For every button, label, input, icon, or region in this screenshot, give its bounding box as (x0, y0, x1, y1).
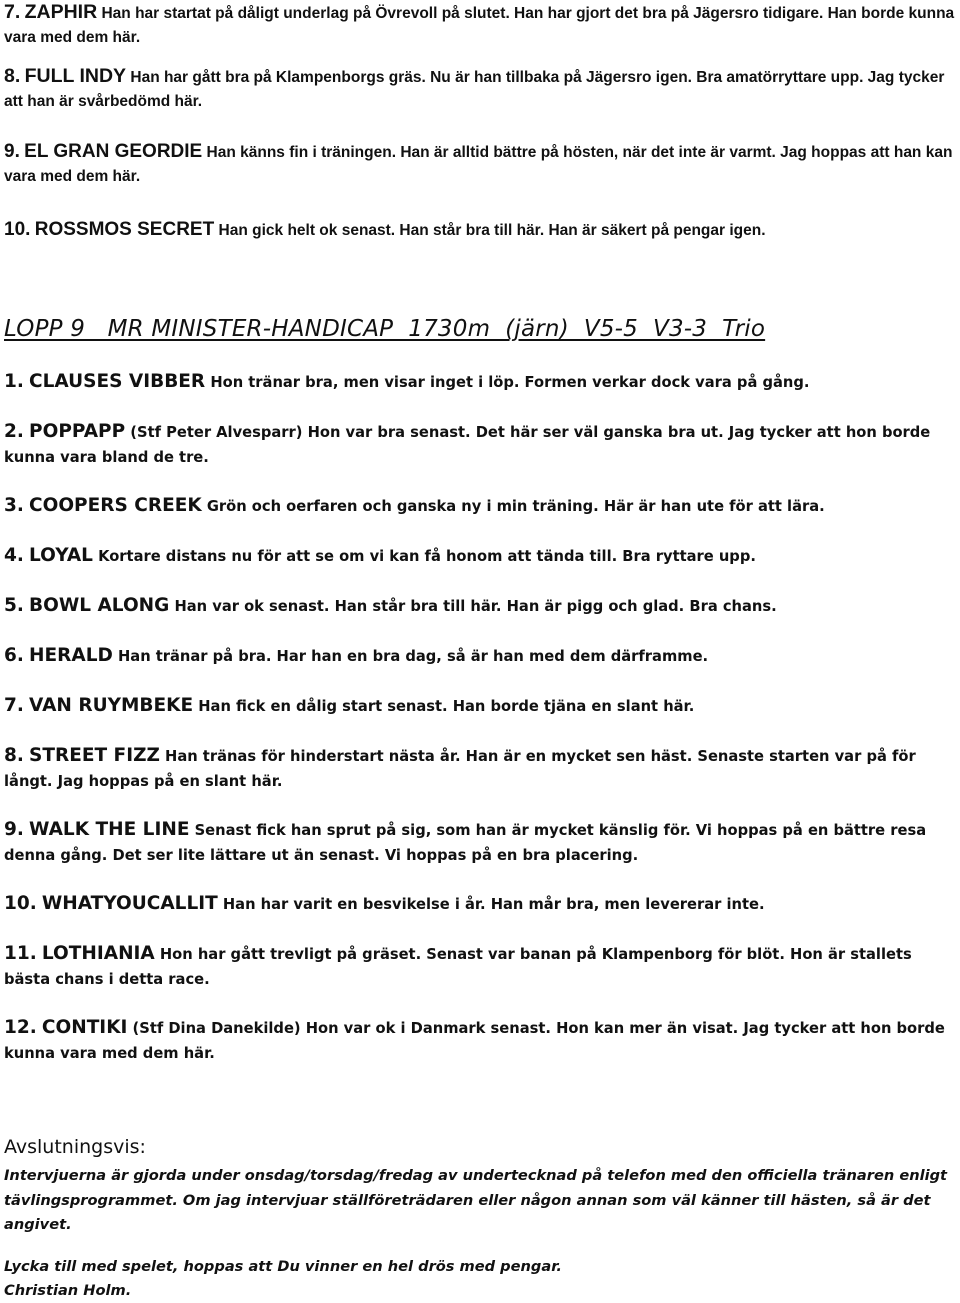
horse-name: COOPERS CREEK (29, 495, 202, 516)
race-entry (4, 493, 958, 543)
entry-comment: Han fick en dålig start senast. Han borde tjäna en slant här. (198, 698, 695, 715)
entry-comment: Han känns fin i träningen. Han är alltid bättre på hösten, när det inte är varmt. Jag hoppas att han kan vara med dem här. (4, 144, 953, 185)
race-entry (4, 743, 958, 817)
horse-name: VAN RUYMBEKE (29, 695, 194, 716)
race-entry-list (4, 369, 958, 1089)
race-entry (4, 693, 958, 743)
entry-number: 3. (4, 495, 24, 516)
entry-comment: Han har varit en besvikelse i år. Han mår bra, men levererar inte. (222, 896, 765, 913)
horse-name: POPPAPP (29, 421, 126, 442)
entry-comment: Han tränas för hinderstart nästa år. Han är en mycket sen häst. Senaste starten var på för långt. Jag hoppas på en slant här. (4, 748, 916, 790)
horse-name: BOWL ALONG (29, 595, 170, 616)
horse-name: FULL INDY (24, 65, 127, 87)
entry-comment: Hon har gått trevligt på gräset. Senast var banan på Klampenborg för blöt. Hon är stallets bästa chans i detta race. (4, 946, 912, 988)
entry-number: 4. (4, 545, 24, 566)
horse-name: CONTIKI (41, 1017, 128, 1038)
horse-name: STREET FIZZ (29, 745, 160, 766)
entry-comment: (Stf Dina Danekilde) Hon var ok i Danmark senast. Hon kan mer än visat. Jag tycker att hon borde kunna vara med dem här. (4, 1020, 945, 1062)
horse-name: LOTHIANIA (41, 943, 155, 964)
race-entry (4, 543, 958, 593)
horse-name: ROSSMOS SECRET (34, 219, 215, 240)
horse-name: WHATYOUCALLIT (41, 893, 218, 914)
horse-name: EL GRAN GEORDIE (24, 141, 203, 162)
entry-number: 2. (4, 421, 24, 442)
entry-number: 8. (4, 65, 21, 87)
entry-number: 7. (4, 1, 21, 23)
entry-comment: Han har startat på dåligt underlag på Övrevoll på slutet. Han har gjort det bra på Jägersro tidigare. Han borde kunna vara med dem här. (4, 5, 955, 46)
horse-name: ZAPHIR (24, 1, 98, 23)
closing-text: Intervjuerna är gjorda under onsdag/torsdag/fredag av undertecknad på telefon med den officiella tränaren enligt tävlingsprogrammet. Om jag intervjuar ställföreträdaren eller någon annan som väl känner till hästen, så är det angivet. (4, 1167, 948, 1233)
entry-number: 11. (4, 943, 37, 964)
race-entry (4, 891, 958, 941)
race-entry (4, 1015, 958, 1089)
entry-comment: Grön och oerfaren och ganska ny i min träning. Här är han ute för att lära. (206, 498, 825, 515)
entry-8-full-indy (4, 64, 958, 114)
entry-7-zaphir (4, 0, 958, 50)
entry-comment: Senast fick han sprut på sig, som han är mycket känslig för. Vi hoppas på en bättre resa denna gång. Det ser lite lättare ut än senast. Vi hoppas på en bra placering. (4, 822, 927, 864)
entry-number: 8. (4, 745, 24, 766)
entry-number: 5. (4, 595, 24, 616)
closing-heading: Avslutningsvis: (4, 1136, 146, 1158)
entry-comment: Han gick helt ok senast. Han står bra till här. Han är säkert på pengar igen. (218, 222, 766, 239)
race-heading: LOPP 9 MR MINISTER-HANDICAP 1730m (järn) V5-5 V3-3 Trio (4, 316, 766, 342)
entry-number: 7. (4, 695, 24, 716)
entry-number: 9. (4, 141, 20, 162)
entry-number: 12. (4, 1017, 37, 1038)
entry-9-el-gran-geordie (4, 140, 958, 189)
race-entry (4, 369, 958, 419)
horse-name: LOYAL (29, 545, 93, 566)
entry-comment: (Stf Peter Alvesparr) Hon var bra senast. Det här ser väl ganska bra ut. Jag tycker att hon borde kunna vara bland de tre. (4, 424, 931, 466)
signature: Christian Holm. (4, 1282, 132, 1299)
entry-number: 6. (4, 645, 24, 666)
entry-comment: Hon tränar bra, men visar inget i löp. Formen verkar dock vara på gång. (210, 374, 810, 391)
entry-number: 1. (4, 371, 24, 392)
race-entry (4, 419, 958, 493)
entry-comment: Han tränar på bra. Har han en bra dag, så är han med dem därframme. (117, 648, 709, 665)
entry-comment: Han var ok senast. Han står bra till här. Han är pigg och glad. Bra chans. (174, 598, 777, 615)
entry-number: 9. (4, 819, 24, 840)
horse-name: CLAUSES VIBBER (29, 371, 206, 392)
entry-number: 10. (4, 893, 37, 914)
horse-name: HERALD (29, 645, 113, 666)
race-entry (4, 817, 958, 891)
race-entry (4, 593, 958, 643)
closing-greeting: Lycka till med spelet, hoppas att Du vinner en hel drös med pengar. (4, 1258, 562, 1275)
signoff (4, 1255, 958, 1303)
race-entry (4, 941, 958, 1015)
horse-name: WALK THE LINE (29, 819, 190, 840)
entry-comment: Han har gått bra på Klampenborgs gräs. Nu är han tillbaka på Jägersro igen. Bra amatörryttare upp. Jag tycker att han är svårbedömd här. (4, 69, 945, 110)
entry-number: 10. (4, 219, 31, 240)
entry-10-rossmos-secret (4, 218, 766, 243)
entry-comment: Kortare distans nu för att se om vi kan få honom att tända till. Bra ryttare upp. (98, 548, 756, 565)
race-entry (4, 643, 958, 693)
